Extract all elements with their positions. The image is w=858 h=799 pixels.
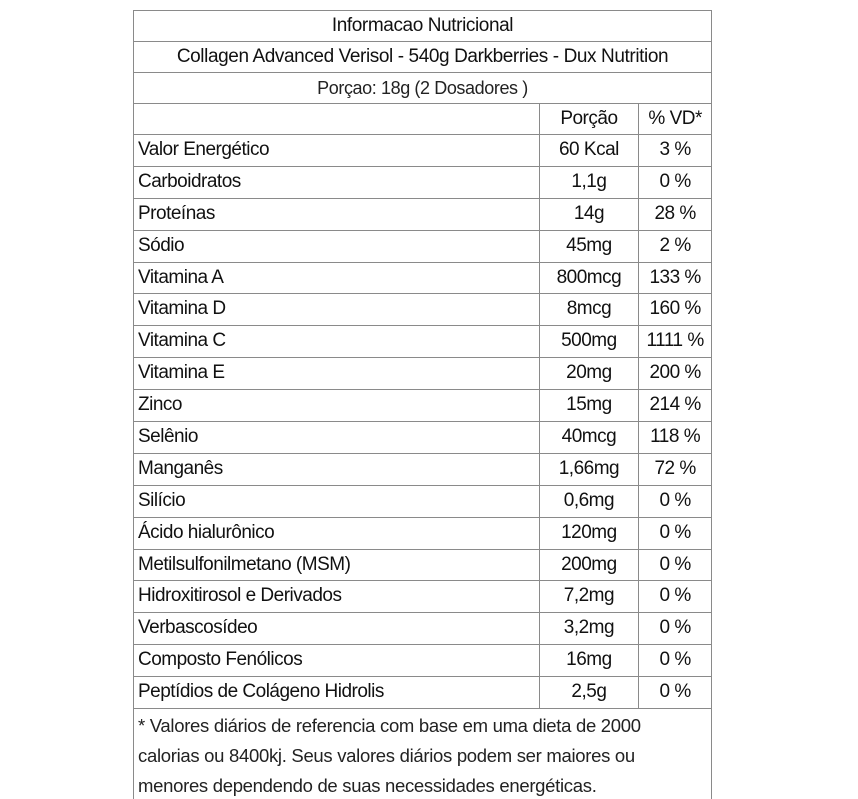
nutrient-amount: 60 Kcal [539, 135, 639, 166]
nutrient-name: Vitamina D [138, 298, 226, 320]
nutrient-name: Composto Fenólicos [138, 649, 303, 671]
nutrient-amount: 1,1g [539, 167, 639, 198]
nutrient-name: Manganês [138, 457, 223, 479]
nutrient-daily-value: 1111 % [638, 326, 711, 357]
nutrient-daily-value: 72 % [638, 454, 711, 485]
nutrient-amount: 800mcg [539, 263, 639, 294]
table-row [134, 326, 711, 358]
nutrition-facts-table [133, 10, 712, 799]
column-header-row [134, 104, 711, 135]
nutrient-amount: 16mg [539, 645, 639, 676]
table-row [134, 358, 711, 390]
nutrient-daily-value: 0 % [638, 550, 711, 581]
nutrient-amount: 0,6mg [539, 486, 639, 517]
table-row [134, 550, 711, 582]
nutrient-name: Selênio [138, 426, 198, 448]
nutrient-name: Proteínas [138, 202, 215, 224]
table-row [134, 167, 711, 199]
nutrient-amount: 7,2mg [539, 581, 639, 612]
table-row [134, 454, 711, 486]
nutrient-name: Hidroxitirosol e Derivados [138, 585, 342, 607]
nutrient-daily-value: 3 % [638, 135, 711, 166]
nutrient-daily-value: 0 % [638, 167, 711, 198]
footnote-line: menores dependendo de suas necessidades energéticas. [138, 775, 597, 797]
nutrient-amount: 2,5g [539, 677, 639, 708]
nutrient-name: Peptídios de Colágeno Hidrolis [138, 681, 384, 703]
footnote [134, 709, 711, 799]
table-row [134, 645, 711, 677]
nutrient-amount: 14g [539, 199, 639, 230]
table-row [134, 263, 711, 295]
nutrient-daily-value: 0 % [638, 613, 711, 644]
nutrient-name: Sódio [138, 234, 185, 256]
table-row [134, 294, 711, 326]
footnote-line: * Valores diários de referencia com base em uma dieta de 2000 [138, 715, 641, 737]
nutrient-daily-value: 28 % [638, 199, 711, 230]
nutrient-name: Vitamina E [138, 362, 225, 384]
header-amount: Porção [539, 104, 639, 134]
nutrient-amount: 45mg [539, 231, 639, 262]
header-nutrient [134, 104, 539, 134]
nutrient-amount: 40mcg [539, 422, 639, 453]
nutrient-daily-value: 160 % [638, 294, 711, 325]
table-row [134, 390, 711, 422]
nutrient-amount: 500mg [539, 326, 639, 357]
nutrient-amount: 3,2mg [539, 613, 639, 644]
header-daily-value: % VD* [638, 104, 711, 134]
nutrient-daily-value: 0 % [638, 677, 711, 708]
nutrient-daily-value: 0 % [638, 518, 711, 549]
nutrient-daily-value: 133 % [638, 263, 711, 294]
nutrient-name: Zinco [138, 394, 182, 416]
nutrient-name: Valor Energético [138, 139, 270, 160]
nutrient-amount: 200mg [539, 550, 639, 581]
nutrient-name: Metilsulfonilmetano (MSM) [138, 553, 351, 575]
nutrient-amount: 8mcg [539, 294, 639, 325]
nutrient-daily-value: 0 % [638, 486, 711, 517]
table-row [134, 422, 711, 454]
nutrient-amount: 1,66mg [539, 454, 639, 485]
nutrient-daily-value: 200 % [638, 358, 711, 389]
nutrient-daily-value: 0 % [638, 645, 711, 676]
nutrient-name: Silício [138, 489, 186, 511]
nutrient-amount: 20mg [539, 358, 639, 389]
table-row [134, 613, 711, 645]
nutrient-daily-value: 2 % [638, 231, 711, 262]
table-row [134, 135, 711, 167]
table-row [134, 231, 711, 263]
nutrient-daily-value: 0 % [638, 581, 711, 612]
product-name: Collagen Advanced Verisol - 540g Darkberries - Dux Nutrition [134, 42, 711, 73]
table-row [134, 486, 711, 518]
table-row [134, 677, 711, 709]
nutrient-name: Verbascosídeo [138, 617, 258, 639]
nutrient-daily-value: 118 % [638, 422, 711, 453]
nutrient-name: Vitamina C [138, 330, 226, 352]
table-row [134, 581, 711, 613]
nutrient-daily-value: 214 % [638, 390, 711, 421]
nutrient-name: Ácido hialurônico [138, 521, 275, 543]
table-title: Informacao Nutricional [134, 11, 711, 42]
footnote-line: calorias ou 8400kj. Seus valores diários podem ser maiores ou [138, 745, 635, 767]
serving-size: Porçao: 18g (2 Dosadores ) [134, 73, 711, 104]
nutrient-amount: 120mg [539, 518, 639, 549]
nutrient-name: Vitamina A [138, 266, 224, 288]
nutrient-name: Carboidratos [138, 170, 241, 192]
table-row [134, 518, 711, 550]
nutrient-amount: 15mg [539, 390, 639, 421]
nutrient-rows [134, 135, 711, 709]
table-row [134, 199, 711, 231]
